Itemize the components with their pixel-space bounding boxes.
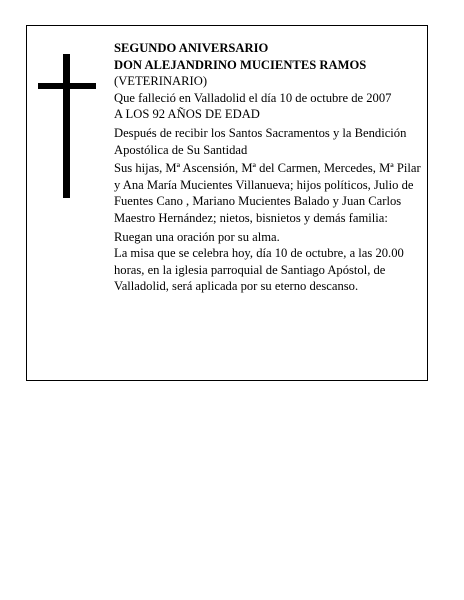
deceased-profession: (VETERINARIO): [114, 74, 208, 89]
anniversary-heading: SEGUNDO ANIVERSARIO: [114, 41, 269, 55]
death-date-line: Que falleció en Valladolid el día 10 de octubre de 2007: [114, 90, 392, 105]
sacraments-line: Después de recibir los Santos Sacramentos y la Bendición Apostólica de Su Santidad: [114, 125, 407, 157]
mass-information: La misa que se celebra hoy, día 10 de octubre, a las 20.00 horas, en la iglesia parroquial de Santiago Apóstol, de Valladolid, será aplicada por su eterno descanso.: [114, 246, 404, 294]
age-line: A LOS 92 AÑOS DE EDAD: [114, 107, 260, 122]
obituary-text: [114, 40, 422, 295]
deceased-name: DON ALEJANDRINO MUCIENTES RAMOS: [114, 57, 367, 72]
prayer-request: Ruegan una oración por su alma.: [114, 229, 280, 244]
cross-icon-crossbar: [38, 83, 96, 89]
family-list: Sus hijas, Mª Ascensión, Mª del Carmen, Mercedes, Mª Pilar y Ana María Mucientes Villanueva; hijos políticos, Julio de Fuentes Cano , Mariano Mucientes Balado y Juan Carlos Maestro Hernández; nietos, bisnietos y demás familia:: [114, 161, 421, 225]
cross-icon: [63, 54, 70, 198]
